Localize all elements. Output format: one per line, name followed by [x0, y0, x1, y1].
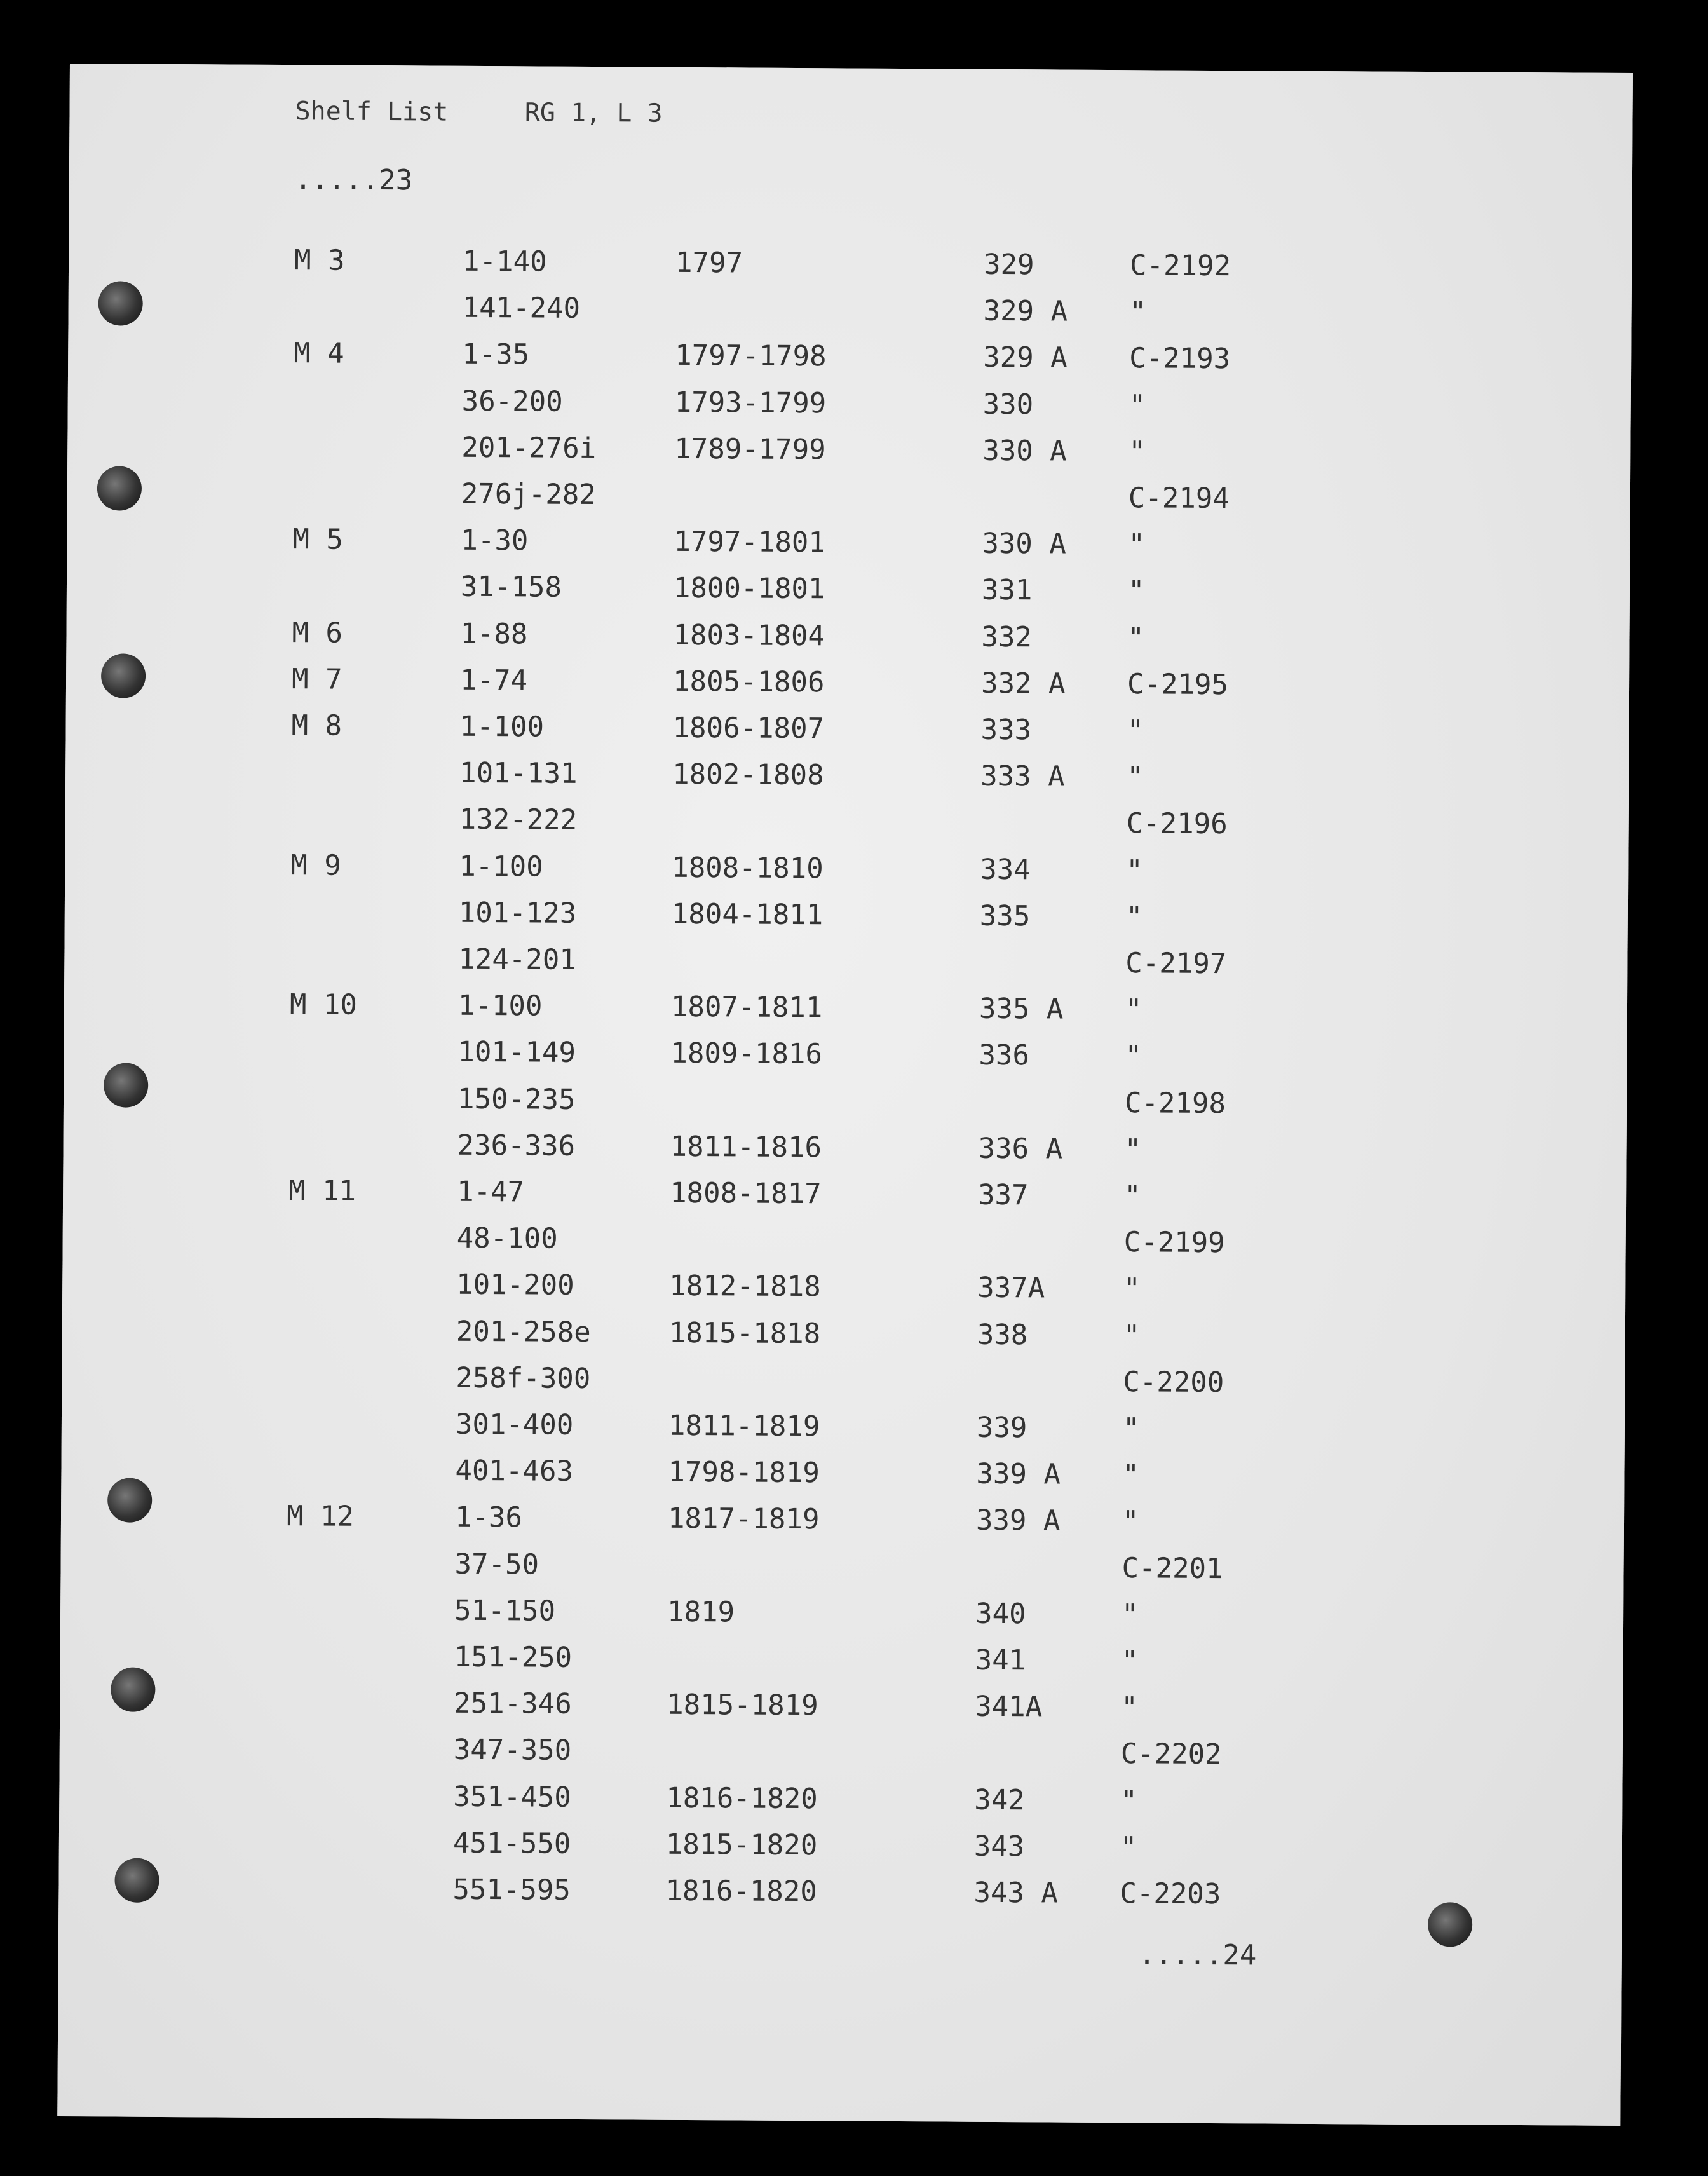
container-number: C-2193 — [1129, 342, 1231, 376]
table-row — [60, 1685, 1623, 1740]
container-number: " — [1123, 1272, 1141, 1305]
box-number: 338 — [977, 1318, 1028, 1351]
table-row — [63, 1127, 1626, 1182]
box-number: 341 — [975, 1643, 1026, 1677]
header-title: Shelf List — [295, 97, 449, 127]
box-number: 335 — [979, 899, 1031, 933]
date-range: 1815-1819 — [667, 1688, 818, 1722]
item-range: 201-258e — [456, 1315, 591, 1349]
container-number: C-2198 — [1124, 1086, 1226, 1120]
manuscript-series: M 4 — [294, 337, 344, 371]
container-number: " — [1125, 1040, 1142, 1073]
container-number: " — [1121, 1691, 1138, 1724]
box-number: 330 — [982, 388, 1034, 421]
table-row — [65, 894, 1628, 949]
date-range: 1797-1798 — [675, 339, 827, 373]
container-number: C-2194 — [1128, 482, 1230, 515]
item-range: 401-463 — [455, 1454, 574, 1488]
date-range: 1798-1819 — [668, 1455, 820, 1490]
box-number: 337A — [977, 1272, 1045, 1305]
container-number: C-2199 — [1123, 1226, 1225, 1260]
date-range: 1797-1801 — [674, 526, 825, 559]
item-range: 1-74 — [459, 663, 528, 697]
date-range: 1817-1819 — [667, 1502, 820, 1536]
box-number: 340 — [975, 1597, 1026, 1631]
table-row — [60, 1592, 1623, 1647]
box-number: 333 — [980, 713, 1032, 747]
manuscript-series: M 9 — [290, 848, 341, 882]
item-range: 150-235 — [457, 1082, 576, 1116]
date-range: 1811-1816 — [670, 1130, 822, 1164]
date-range: 1803-1804 — [673, 618, 825, 652]
box-number: 339 A — [975, 1504, 1061, 1537]
table-row — [59, 1825, 1622, 1880]
container-number: " — [1125, 900, 1143, 934]
shelf-list-table — [69, 243, 1632, 1911]
table-row — [59, 1778, 1622, 1833]
item-range: 101-149 — [458, 1036, 576, 1070]
box-number: 332 — [981, 620, 1033, 653]
box-number: 343 — [973, 1830, 1025, 1863]
date-range: 1800-1801 — [673, 572, 825, 606]
date-range: 1805-1806 — [672, 665, 825, 699]
table-row — [69, 243, 1632, 298]
container-number: " — [1129, 296, 1147, 329]
date-range: 1802-1808 — [672, 758, 824, 792]
item-range: 1-30 — [461, 524, 529, 557]
table-row — [63, 1173, 1626, 1228]
date-range: 1804-1811 — [671, 897, 824, 932]
box-number: 336 — [979, 1039, 1030, 1072]
box-number: 330 A — [982, 527, 1067, 561]
table-row — [67, 568, 1630, 623]
date-range: 1793-1799 — [674, 386, 827, 419]
manuscript-series: M 8 — [291, 709, 342, 742]
container-number: C-2196 — [1126, 807, 1228, 841]
continued-to: .....24 — [1138, 1938, 1257, 1972]
container-number: " — [1128, 528, 1146, 561]
item-range: 201-276i — [461, 431, 597, 465]
item-range: 351-450 — [453, 1780, 571, 1814]
table-row — [65, 754, 1629, 810]
date-range: 1806-1807 — [672, 711, 825, 745]
table-row — [62, 1313, 1625, 1368]
table-row — [62, 1406, 1625, 1461]
container-number: " — [1127, 575, 1145, 608]
table-row — [62, 1220, 1625, 1275]
container-number: C-2201 — [1122, 1551, 1223, 1585]
item-range: 236-336 — [457, 1129, 576, 1162]
date-range: 1816-1820 — [665, 1874, 818, 1908]
item-range: 1-100 — [459, 850, 543, 883]
table-row — [58, 1871, 1622, 1926]
container-number: C-2197 — [1125, 947, 1227, 981]
box-number: 330 A — [982, 434, 1067, 468]
date-range: 1812-1818 — [669, 1270, 821, 1303]
box-number: 336 A — [978, 1132, 1063, 1166]
table-row — [68, 336, 1631, 391]
container-number: " — [1120, 1830, 1137, 1864]
table-row — [65, 801, 1628, 856]
item-range: 1-36 — [454, 1501, 523, 1534]
item-range: 37-50 — [454, 1547, 539, 1581]
item-range: 251-346 — [454, 1687, 572, 1721]
box-number: 329 A — [983, 294, 1068, 328]
table-row — [67, 522, 1630, 577]
container-number: " — [1121, 1598, 1139, 1631]
box-number: 335 A — [979, 992, 1064, 1026]
document-page — [57, 64, 1633, 2126]
table-row — [61, 1499, 1624, 1554]
date-range: 1808-1817 — [670, 1176, 822, 1211]
item-range: 1-140 — [462, 245, 547, 278]
item-range: 132-222 — [459, 803, 578, 837]
container-number: C-2200 — [1123, 1365, 1224, 1399]
item-range: 151-250 — [454, 1640, 573, 1674]
item-range: 101-123 — [458, 896, 577, 930]
box-number: 329 — [983, 248, 1034, 282]
item-range: 1-100 — [458, 989, 543, 1023]
item-range: 301-400 — [455, 1408, 574, 1441]
table-row — [60, 1638, 1623, 1694]
item-range: 1-100 — [459, 710, 545, 744]
manuscript-series: M 5 — [292, 523, 344, 556]
container-number: " — [1124, 1132, 1142, 1166]
manuscript-series: M 7 — [291, 662, 342, 696]
item-range: 124-201 — [458, 942, 576, 976]
table-row — [64, 987, 1627, 1042]
item-range: 551-595 — [452, 1873, 571, 1907]
item-range: 258f-300 — [456, 1361, 591, 1395]
container-number: " — [1127, 761, 1144, 794]
item-range: 347-350 — [453, 1734, 572, 1767]
container-number: " — [1121, 1645, 1139, 1678]
table-row — [64, 1080, 1627, 1136]
date-range: 1789-1799 — [674, 432, 826, 466]
date-range: 1811-1819 — [668, 1409, 820, 1443]
item-range: 141-240 — [462, 291, 581, 325]
date-range: 1815-1820 — [665, 1828, 818, 1862]
table-row — [61, 1452, 1624, 1507]
box-number: 339 A — [976, 1457, 1061, 1491]
table-row — [64, 1033, 1627, 1089]
page-header — [295, 97, 662, 128]
continued-from: .....23 — [294, 163, 413, 197]
item-range: 101-131 — [459, 756, 578, 791]
box-number: 334 — [980, 853, 1031, 886]
container-number: C-2192 — [1129, 249, 1231, 283]
box-number: 329 A — [983, 341, 1068, 374]
box-number: 339 — [976, 1411, 1027, 1445]
table-row — [68, 289, 1631, 344]
table-row — [67, 383, 1630, 438]
manuscript-series: M 12 — [286, 1500, 355, 1533]
manuscript-series: M 6 — [292, 616, 343, 649]
table-row — [67, 475, 1630, 531]
table-row — [60, 1731, 1623, 1786]
table-row — [65, 848, 1628, 903]
item-range: 101-200 — [456, 1268, 574, 1302]
box-number: 333 A — [980, 759, 1065, 793]
container-number: " — [1125, 993, 1142, 1026]
record-group: RG 1, L 3 — [524, 98, 663, 128]
container-number: " — [1122, 1459, 1140, 1492]
date-range: 1808-1810 — [672, 851, 824, 885]
item-range: 1-88 — [460, 617, 528, 651]
box-number: 332 A — [980, 667, 1066, 700]
item-range: 31-158 — [460, 571, 562, 604]
box-number: 342 — [974, 1783, 1025, 1816]
item-range: 1-35 — [462, 338, 530, 371]
container-number: C-2195 — [1127, 667, 1229, 701]
date-range: 1797 — [675, 246, 743, 280]
container-number: " — [1120, 1784, 1137, 1817]
table-row — [64, 941, 1627, 996]
box-number: 341A — [975, 1690, 1043, 1724]
container-number: C-2202 — [1120, 1737, 1222, 1771]
box-number: 343 A — [973, 1876, 1059, 1910]
table-row — [62, 1266, 1625, 1321]
container-number: " — [1123, 1180, 1141, 1213]
container-number: " — [1127, 621, 1145, 654]
table-row — [67, 429, 1630, 484]
item-range: 36-200 — [461, 384, 563, 418]
table-row — [60, 1546, 1623, 1601]
box-number: 331 — [981, 574, 1033, 607]
date-range: 1815-1818 — [668, 1316, 821, 1350]
table-row — [66, 615, 1629, 670]
container-number: " — [1128, 435, 1146, 468]
item-range: 48-100 — [456, 1221, 558, 1255]
table-row — [65, 708, 1629, 763]
manuscript-series: M 3 — [294, 244, 345, 277]
item-range: 451-550 — [452, 1826, 571, 1860]
manuscript-series: M 11 — [288, 1174, 356, 1207]
container-number: " — [1126, 853, 1143, 887]
container-number: " — [1128, 388, 1146, 421]
container-number: C-2203 — [1120, 1877, 1221, 1911]
container-number: " — [1122, 1412, 1140, 1445]
date-range: 1816-1820 — [666, 1781, 818, 1815]
container-number: " — [1122, 1505, 1139, 1538]
item-range: 1-47 — [457, 1175, 525, 1209]
item-range: 276j-282 — [461, 477, 596, 512]
date-range: 1807-1811 — [670, 990, 823, 1024]
container-number: " — [1127, 714, 1144, 747]
manuscript-series: M 10 — [289, 988, 358, 1021]
item-range: 51-150 — [454, 1594, 556, 1628]
table-row — [62, 1359, 1625, 1415]
date-range: 1819 — [667, 1595, 735, 1629]
box-number: 337 — [977, 1178, 1029, 1212]
date-range: 1809-1816 — [670, 1037, 823, 1071]
container-number: " — [1123, 1319, 1141, 1352]
table-row — [66, 662, 1629, 717]
